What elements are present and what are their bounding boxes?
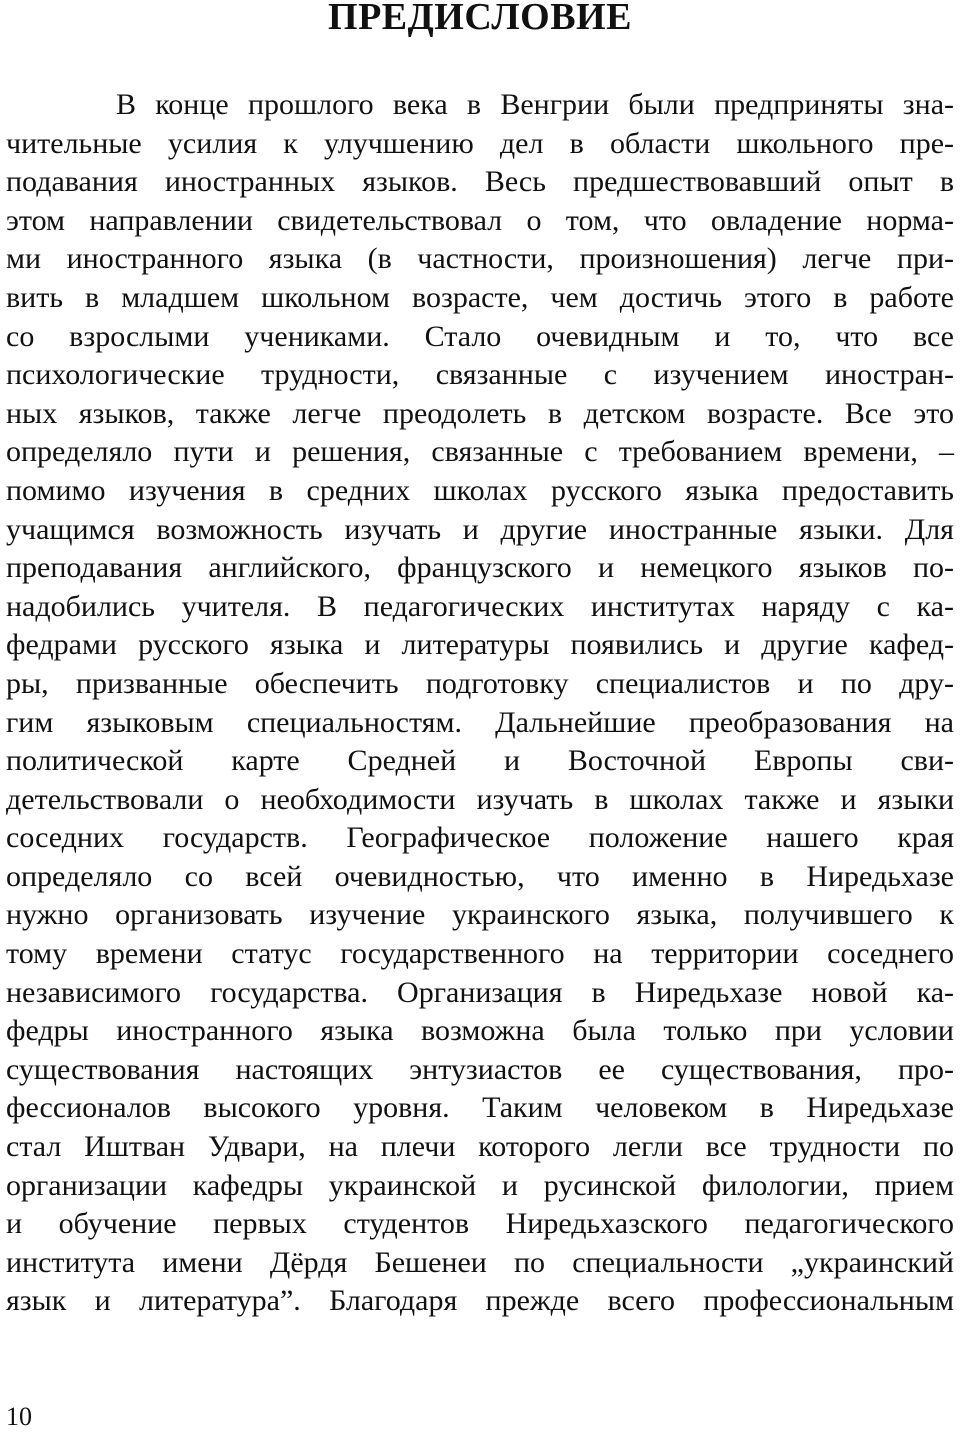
text-line: преподавания английского, французского и немецкого языков по- [6, 551, 954, 585]
text-line: существования настоящих энтузиастов ее существования, про- [6, 1052, 954, 1086]
text-line: подавания иностранных языков. Весь предшествовавший опыт в [6, 165, 954, 199]
text-line: детельствовали о необходимости изучать в школах также и языки [6, 782, 954, 816]
text-line: помимо изучения в средних школах русского языка предоставить [6, 473, 954, 507]
text-line: ных языков, также легче преодолеть в детском возрасте. Все это [6, 396, 954, 430]
text-line: В конце прошлого века в Венгрии были предприняты зна- [116, 88, 954, 121]
text-line: федры иностранного языка возможна была только при условии [6, 1014, 954, 1048]
text-line: чительные усилия к улучшению дел в области школьного пре- [6, 126, 954, 160]
text-line: этом направлении свидетельствовал о том, что овладение норма- [6, 203, 954, 237]
text-line: независимого государства. Организация в Ниредьхазе новой ка- [6, 975, 954, 1009]
text-line: института имени Дёрдя Бешенеи по специальности „украинский [6, 1245, 954, 1279]
text-line: вить в младшем школьном возрасте, чем достичь этого в работе [6, 280, 954, 314]
text-line: федрами русского языка и литературы появились и другие кафед- [6, 628, 954, 662]
text-line: ры, призванные обеспечить подготовку специалистов и по дру- [6, 666, 954, 700]
text-line: со взрослыми учениками. Стало очевидным и то, что все [6, 319, 954, 353]
text-line: стал Иштван Удвари, на плечи которого легли все трудности по [6, 1130, 954, 1164]
text-line: учащимся возможность изучать и другие иностранные языки. Для [6, 512, 954, 546]
text-line: определяло пути и решения, связанные с требованием времени, – [6, 435, 954, 469]
text-line: и обучение первых студентов Ниредьхазского педагогического [6, 1207, 954, 1241]
text-line: фессионалов высокого уровня. Таким человеком в Ниредьхазе [6, 1091, 954, 1125]
page-number: 10 [6, 1402, 32, 1431]
text-line: психологические трудности, связанные с изучением иностран- [6, 358, 954, 392]
text-line: ми иностранного языка (в частности, произношения) легче при- [6, 242, 954, 276]
text-line: гим языковым специальностям. Дальнейшие преобразования на [6, 705, 954, 739]
text-line: соседних государств. Географическое положение нашего края [6, 821, 954, 855]
preface-paragraph [6, 86, 954, 1321]
text-line: организации кафедры украинской и русинской филологии, прием [6, 1168, 954, 1202]
text-line: язык и литература”. Благодаря прежде всего профессиональным [6, 1284, 954, 1318]
text-line: надобились учителя. В педагогических институтах наряду с ка- [6, 589, 954, 623]
text-line: политической карте Средней и Восточной Европы сви- [6, 744, 954, 778]
text-line: нужно организовать изучение украинского языка, получившего к [6, 898, 954, 932]
text-line: определяло со всей очевидностью, что именно в Ниредьхазе [6, 859, 954, 893]
text-line: тому времени статус государственного на территории соседнего [6, 937, 954, 971]
page-title: ПРЕДИСЛОВИЕ [328, 0, 632, 38]
